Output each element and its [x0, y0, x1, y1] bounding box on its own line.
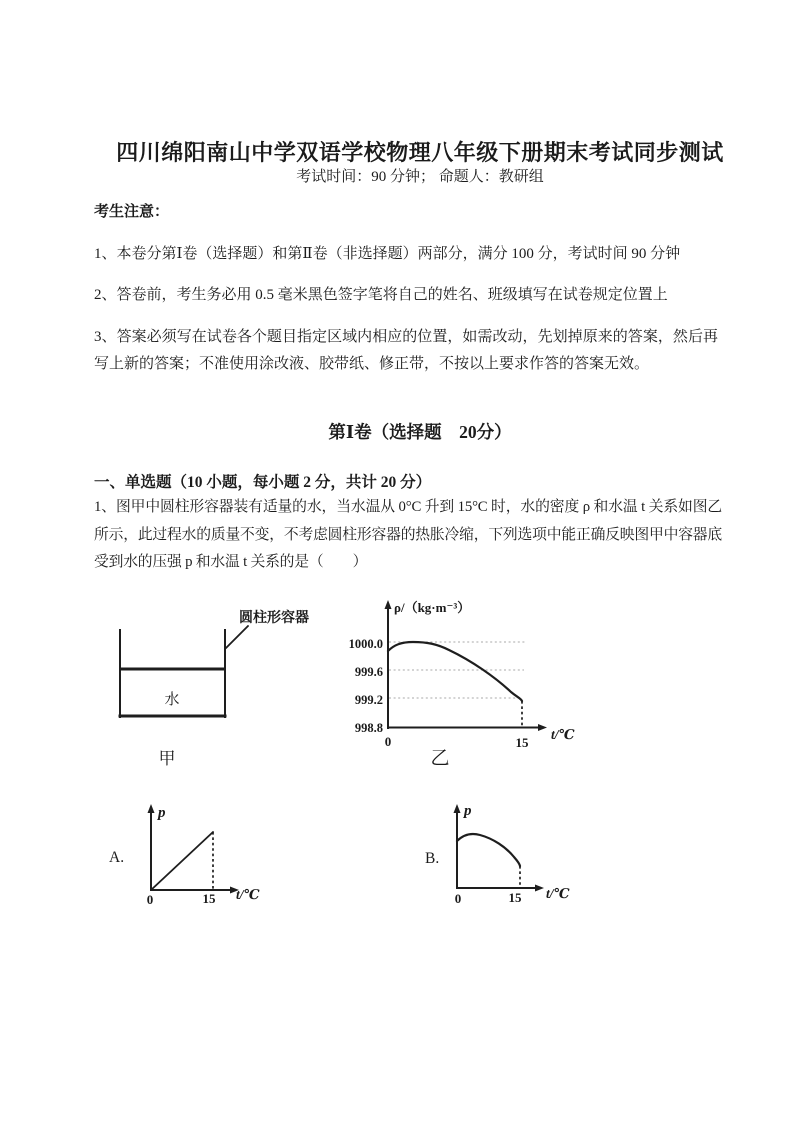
- xtick-0: 0: [384, 734, 392, 749]
- container-callout-label: 圆柱形容器: [239, 611, 309, 626]
- y-axis-arrow: [454, 804, 461, 813]
- x-axis-label: t/℃: [546, 886, 570, 901]
- y-axis-label: ρ/（kg·m⁻³）: [394, 600, 471, 615]
- pressure-curve: [457, 834, 520, 866]
- option-a-letter: A.: [109, 849, 125, 866]
- y-axis-label: p: [464, 803, 472, 819]
- xtick-15: 15: [508, 890, 522, 905]
- section-title: 第Ⅰ卷（选择题 20分）: [328, 421, 512, 442]
- option-b-letter: B.: [425, 850, 440, 867]
- notice-item-2: 2、答卷前，考生务必用 0.5 毫米黑色签字笔将自己的姓名、班级填写在试卷规定位置上: [94, 287, 668, 303]
- xtick-0: 0: [146, 892, 154, 907]
- notice-item-1: 1、本卷分第Ⅰ卷（选择题）和第Ⅱ卷（非选择题）两部分，满分 100 分，考试时间 90 分钟: [94, 246, 681, 262]
- ytick-1000-0: 1000.0: [348, 637, 383, 651]
- notice-heading: 考生注意：: [94, 204, 170, 220]
- y-axis-label: p: [158, 805, 166, 821]
- x-axis-arrow: [535, 885, 544, 892]
- notice-item-3: 3、答案必须写在试卷各个题目指定区域内相应的位置，如需改动，先划掉原来的答案，然后再写上新的答案；不准使用涂改液、胶带纸、修正带，不按以上要求作答的答案无效。: [94, 329, 718, 372]
- callout-pointer-line: [226, 626, 248, 648]
- option-a-graph: [95, 797, 270, 915]
- density-curve: [388, 642, 522, 701]
- subsection-title: 一、单选题（10 小题，每小题 2 分，共计 20 分）: [94, 473, 432, 491]
- figure-yi-caption: 乙: [430, 748, 450, 769]
- ytick-998-8: 998.8: [354, 721, 383, 735]
- xtick-0: 0: [454, 891, 462, 906]
- x-axis-arrow: [538, 724, 547, 731]
- option-b-graph: [413, 797, 588, 915]
- ytick-999-2: 999.2: [354, 693, 383, 707]
- figure-jia-caption: 甲: [158, 749, 176, 768]
- question-1-text: 1、图甲中圆柱形容器装有适量的水，当水温从 0°C 升到 15°C 时，水的密度 ρ 和水温 t 关系如图乙所示，此过程水的质量不变，不考虑圆柱形容器的热胀冷缩，下列选项中能正确反映图甲中容器底受到水的压强 p 和水温 t 关系的是（ ）: [94, 499, 722, 570]
- xtick-15: 15: [202, 891, 216, 906]
- y-axis-arrow: [148, 804, 155, 813]
- x-axis-label: t/℃: [551, 727, 575, 742]
- figure-yi-density-graph: [338, 592, 583, 777]
- figure-jia-container-diagram: [98, 596, 333, 771]
- water-label: 水: [164, 692, 180, 708]
- exam-meta: 考试时间：90 分钟； 命题人：教研组: [296, 169, 544, 185]
- x-axis-label: t/℃: [236, 887, 260, 902]
- y-axis-arrow: [385, 600, 392, 609]
- pressure-line: [151, 832, 213, 890]
- page-title: 四川绵阳南山中学双语学校物理八年级下册期末考试同步测试: [116, 139, 724, 165]
- ytick-999-6: 999.6: [354, 665, 383, 679]
- xtick-15: 15: [515, 735, 529, 750]
